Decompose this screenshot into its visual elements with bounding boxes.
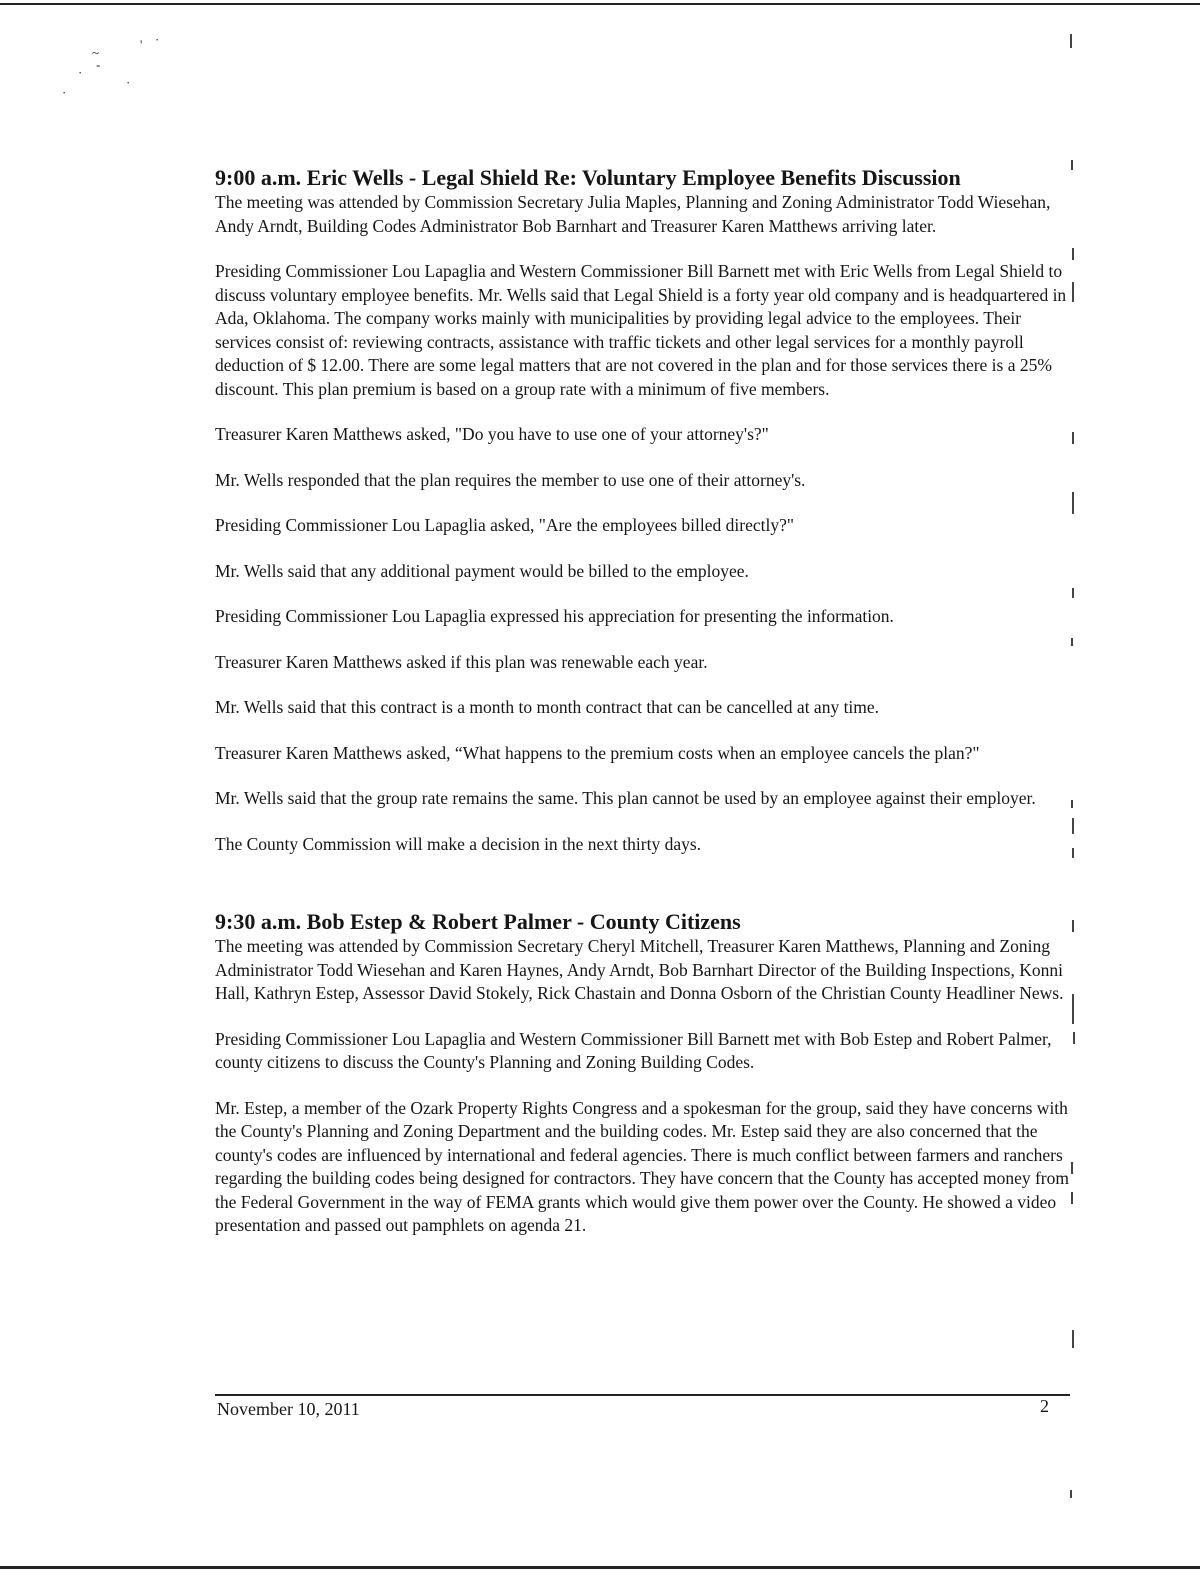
- section-eric-wells: [215, 165, 1075, 856]
- scan-speck: ~: [92, 45, 100, 60]
- scan-speck: ': [140, 37, 143, 52]
- paragraph: Mr. Wells said that this contract is a month to month contract that can be cancelled at any time.: [215, 697, 880, 717]
- section-heading: 9:00 a.m. Eric Wells - Legal Shield Re: Voluntary Employee Benefits Discussion: [215, 165, 961, 190]
- footer-rule: [215, 1394, 1070, 1396]
- paragraph: Presiding Commissioner Lou Lapaglia asked, "Are the employees billed directly?": [215, 515, 795, 535]
- paragraph: Mr. Wells said that any additional payment would be billed to the employee.: [215, 560, 749, 581]
- page-number: 2: [1040, 1396, 1049, 1416]
- paragraph: The meeting was attended by Commission Secretary Julia Maples, Planning and Zoning Administrator Todd Wiesehan, Andy Arndt, Building Codes Administrator Bob Barnhart and Treasurer Karen Matthews arriving later.: [215, 192, 1051, 236]
- document-body: [215, 165, 1075, 1260]
- paragraph: Presiding Commissioner Lou Lapaglia and Western Commissioner Bill Barnett met with Eric Wells from Legal Shield to discuss voluntary employee benefits. Mr. Wells said that Legal Shield is a forty year old company and is headquartered in Ada, Oklahoma. The company works mainly with municipalities by providing legal advice to the employees. Their services consist of: reviewing contracts, assistance with traffic tickets and other legal services for a monthly payroll deduction of $ 12.00. There are some legal matters that are not covered in the plan and for those services there is a 25% discount. This plan premium is based on a group rate with a minimum of five members.: [215, 261, 1067, 399]
- section-estep-palmer: [215, 909, 1075, 1238]
- paragraph: Mr. Estep, a member of the Ozark Property Rights Congress and a spokesman for the group, said they have concerns with the County's Planning and Zoning Department and the building codes. Mr. Estep said they are also concerned that the county's codes are influenced by international and federal agencies. There is much conflict between farmers and ranchers regarding the building codes being designed for contractors. They have concern that the County has accepted money from the Federal Government in the way of FEMA grants which would give them power over the County. He showed a video presentation and passed out pamphlets on agenda 21.: [215, 1097, 1069, 1235]
- scan-speck: ·: [62, 85, 67, 100]
- paragraph: The meeting was attended by Commission Secretary Cheryl Mitchell, Treasurer Karen Matthews, Planning and Zoning Administrator Todd Wiesehan and Karen Haynes, Andy Arndt, Bob Barnhart Director of the Building Inspections, Konni Hall, Kathryn Estep, Assessor David Stokely, Rick Chastain and Donna Osborn of the Christian County Headliner News.: [215, 936, 1064, 1003]
- scan-top-edge: [0, 3, 1200, 5]
- paragraph: Mr. Wells said that the group rate remains the same. This plan cannot be used by an employee against their employer.: [215, 788, 1036, 808]
- footer-date: November 10, 2011: [217, 1399, 360, 1419]
- section-gap: [215, 878, 1075, 909]
- scan-speck: ·: [126, 75, 131, 90]
- paragraph: Treasurer Karen Matthews asked, "Do you have to use one of your attorney's?": [215, 424, 769, 444]
- scan-speck: ·: [155, 32, 160, 47]
- paragraph: Presiding Commissioner Lou Lapaglia and Western Commissioner Bill Barnett met with Bob Estep and Robert Palmer, county citizens to discuss the County's Planning and Zoning Building Codes.: [215, 1028, 1052, 1072]
- scan-speck: -: [96, 57, 101, 72]
- section-heading: 9:30 a.m. Bob Estep & Robert Palmer - County Citizens: [215, 909, 741, 934]
- paragraph: Treasurer Karen Matthews asked, “What happens to the premium costs when an employee cancels the plan?": [215, 742, 980, 763]
- paragraph: The County Commission will make a decision in the next thirty days.: [215, 833, 702, 854]
- scan-bottom-edge: [0, 1566, 1200, 1569]
- paragraph: Mr. Wells responded that the plan requires the member to use one of their attorney's.: [215, 469, 806, 490]
- paragraph: Treasurer Karen Matthews asked if this plan was renewable each year.: [215, 651, 708, 672]
- scan-speck: ·: [78, 65, 83, 80]
- paragraph: Presiding Commissioner Lou Lapaglia expressed his appreciation for presenting the information.: [215, 606, 894, 626]
